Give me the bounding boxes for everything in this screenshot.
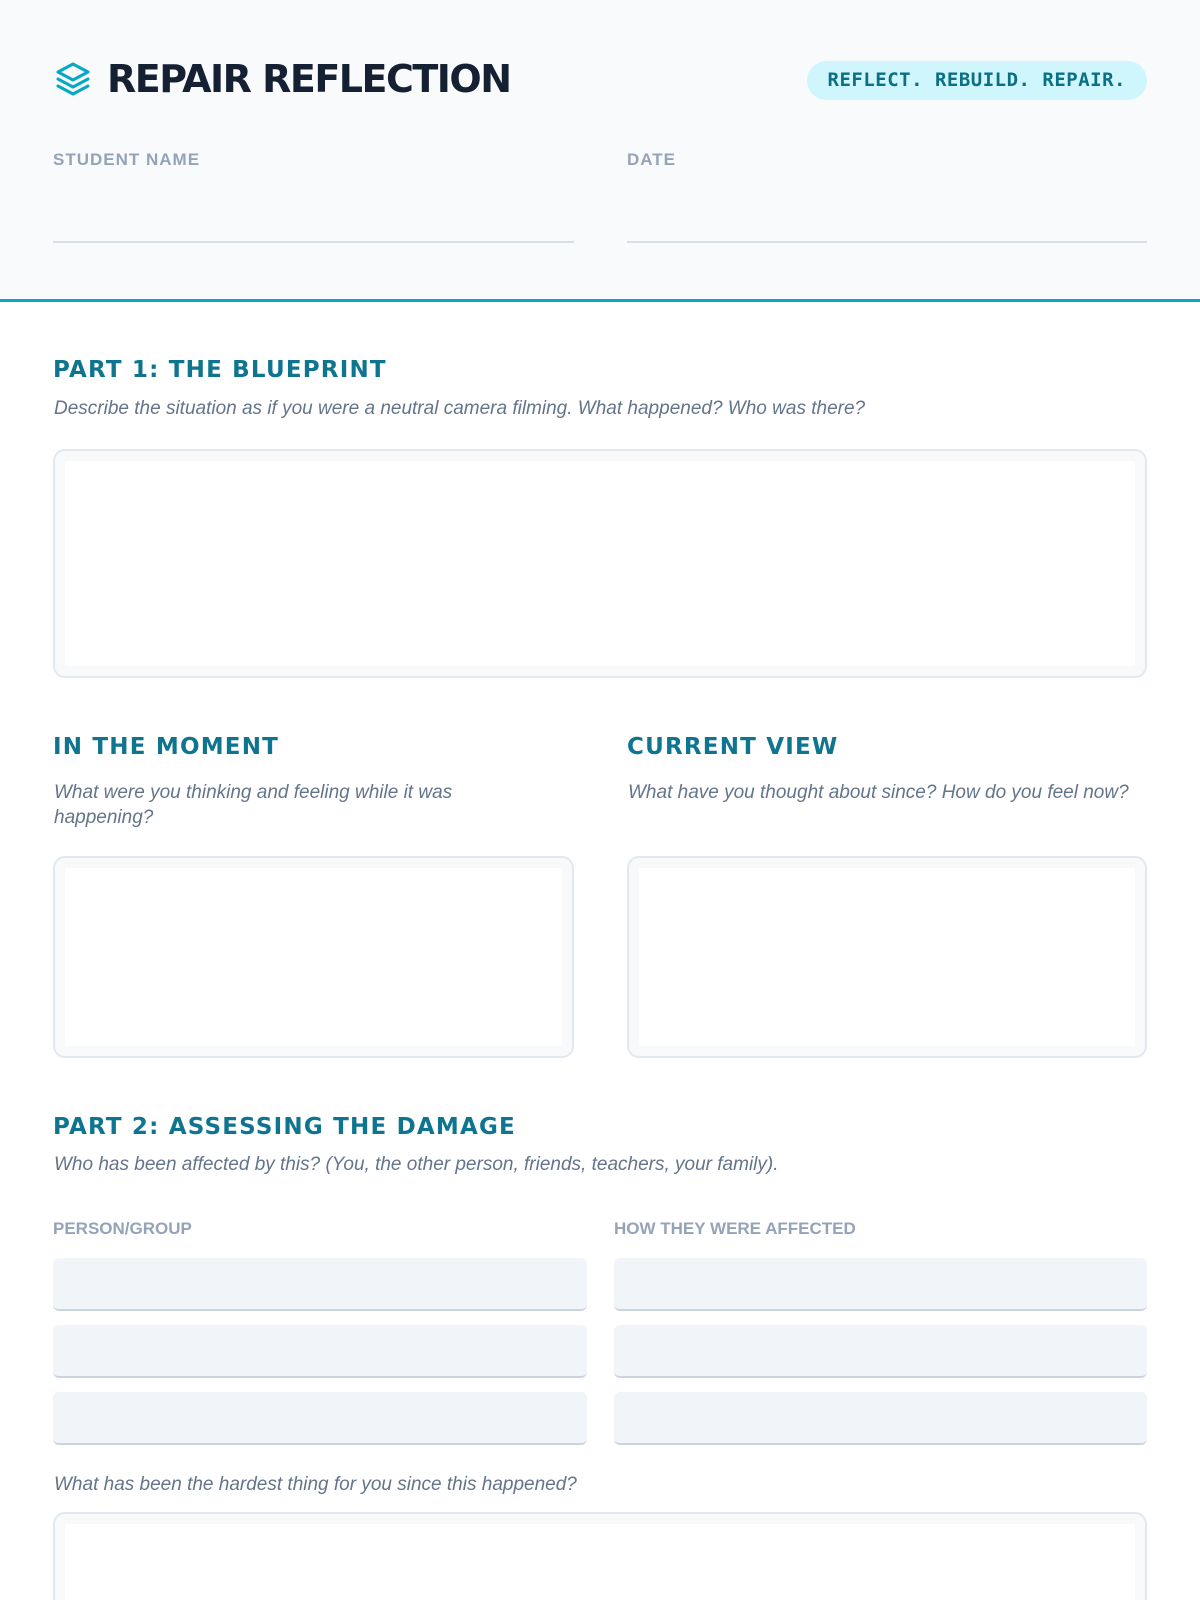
part1-title: PART 1: THE BLUEPRINT [53, 357, 387, 383]
part2-title: PART 2: ASSESSING THE DAMAGE [53, 1114, 516, 1140]
layers-icon [53, 59, 93, 99]
tagline-badge: REFLECT. REBUILD. REPAIR. [807, 61, 1147, 100]
date-label: DATE [627, 150, 677, 169]
in-the-moment-answer-box[interactable] [53, 856, 574, 1058]
student-name-label: STUDENT NAME [53, 150, 201, 169]
date-field[interactable] [627, 241, 1147, 243]
student-name-field[interactable] [53, 241, 574, 243]
page-title: REPAIR REFLECTION [107, 57, 511, 101]
worksheet-header [0, 0, 1200, 302]
current-view-answer-box[interactable] [627, 856, 1147, 1058]
current-view-title: CURRENT VIEW [627, 734, 839, 760]
part1-prompt: Describe the situation as if you were a neutral camera filming. What happened? Who was there? [54, 398, 866, 419]
part2-prompt: Who has been affected by this? (You, the other person, friends, teachers, your family). [54, 1154, 779, 1175]
how-affected-field-2[interactable] [614, 1325, 1147, 1378]
current-view-prompt: What have you thought about since? How do you feel now? [628, 782, 1129, 803]
brand [53, 58, 511, 100]
in-the-moment-title: IN THE MOMENT [53, 734, 280, 760]
how-affected-column-label: HOW THEY WERE AFFECTED [614, 1219, 856, 1238]
situation-answer-box[interactable] [53, 449, 1147, 678]
person-group-column-label: PERSON/GROUP [53, 1219, 192, 1238]
hardest-thing-prompt: What has been the hardest thing for you since this happened? [54, 1474, 577, 1495]
how-affected-field-1[interactable] [614, 1258, 1147, 1311]
person-group-field-2[interactable] [53, 1325, 587, 1378]
hardest-thing-answer-box[interactable] [53, 1512, 1147, 1600]
how-affected-field-3[interactable] [614, 1392, 1147, 1445]
person-group-field-3[interactable] [53, 1392, 587, 1445]
person-group-field-1[interactable] [53, 1258, 587, 1311]
in-the-moment-prompt: What were you thinking and feeling while it was happening? [54, 782, 453, 828]
